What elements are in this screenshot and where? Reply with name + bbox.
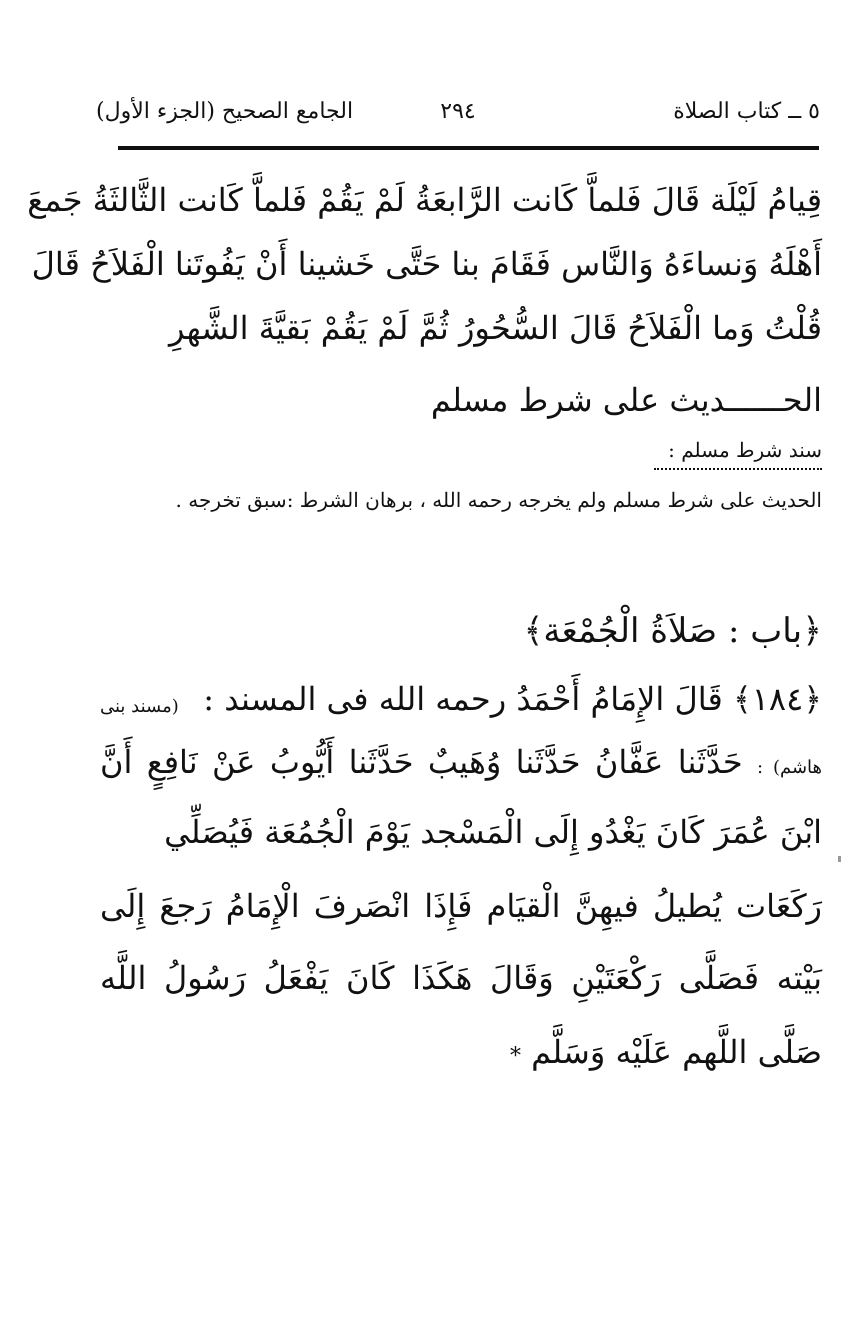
text-line: رَكَعَات يُطيلُ فيهِنَّ الْقيَام فَإِذَا انْصَرفَ الْإِمَامُ رَجعَ إِلَى	[100, 887, 822, 925]
source-reference-end: هاشم) :	[756, 757, 823, 778]
hadith-ruling: الحــــــديث على شرط مسلم	[430, 381, 822, 419]
text-line: قُلْتُ وَما الْفَلاَحُ قَالَ السُّحُورُ ثُمَّ لَمْ يَقُمْ بَقيَّةَ الشَّهرِ	[168, 309, 822, 347]
text-line: أَهْلَهُ وَنساءَهُ وَالنَّاس فَقَامَ بنا حَتَّى خَشينا أَنْ يَفُوتَنا الْفَلاَحُ قَالَ	[31, 245, 822, 283]
hadith-intro-text: قَالَ الإِمَامُ أَحْمَدُ رحمه الله فى المسند :	[203, 680, 723, 718]
text-line: بَيْته فَصَلَّى رَكْعَتَيْنِ وَقَالَ هَكَذَا كَانَ يَفْعَلُ رَسُولُ اللَّه	[100, 959, 822, 997]
source-reference-start: (مسند بنى	[100, 696, 179, 717]
sanad-label	[654, 436, 822, 470]
page-number: ٢٩٤	[440, 99, 476, 124]
header-chapter-title: ٥ ــ كتاب الصلاة	[673, 99, 820, 124]
running-header	[96, 92, 820, 132]
hadith-line-text: صَلَّى اللَّهم عَلَيْه وَسَلَّم	[531, 1033, 822, 1071]
text-line	[510, 1030, 822, 1074]
header-book-title: الجامع الصحيح (الجزء الأول)	[96, 99, 354, 124]
hadith-intro	[203, 676, 822, 722]
takhrij-note: الحديث على شرط مسلم ولم يخرجه رحمه الله ، برهان الشرط :سبق تخرجه .	[175, 488, 822, 512]
text-line	[100, 740, 822, 784]
text-line: قِيامُ لَيْلَة قَالَ فَلماَّ كَانت الرَّابعَةُ لَمْ يَقُمْ فَلماَّ كَانت الثَّالثَةُ جَمعَ	[27, 181, 822, 219]
end-star-mark: *	[509, 1044, 521, 1069]
header-rule	[118, 146, 819, 150]
hadith-header-line	[100, 676, 822, 722]
chapter-heading: ﴿باب : صَلاَةُ الْجُمْعَة﴾	[523, 611, 822, 651]
hadith-number: ﴿١٨٤﴾	[732, 680, 822, 718]
text-line: ابْنَ عُمَرَ كَانَ يَغْدُو إِلَى الْمَسْجد يَوْمَ الْجُمُعَة فَيُصَلِّي	[164, 813, 822, 851]
scan-speck	[838, 856, 841, 862]
sanad-label-text: سند شرط مسلم :	[654, 436, 822, 470]
hadith-line-text: حَدَّثَنا عَفَّانُ حَدَّثَنا وُهَيبٌ حَدَّثَنا أَيُّوبُ عَنْ نَافِعٍ أَنَّ	[100, 743, 743, 781]
